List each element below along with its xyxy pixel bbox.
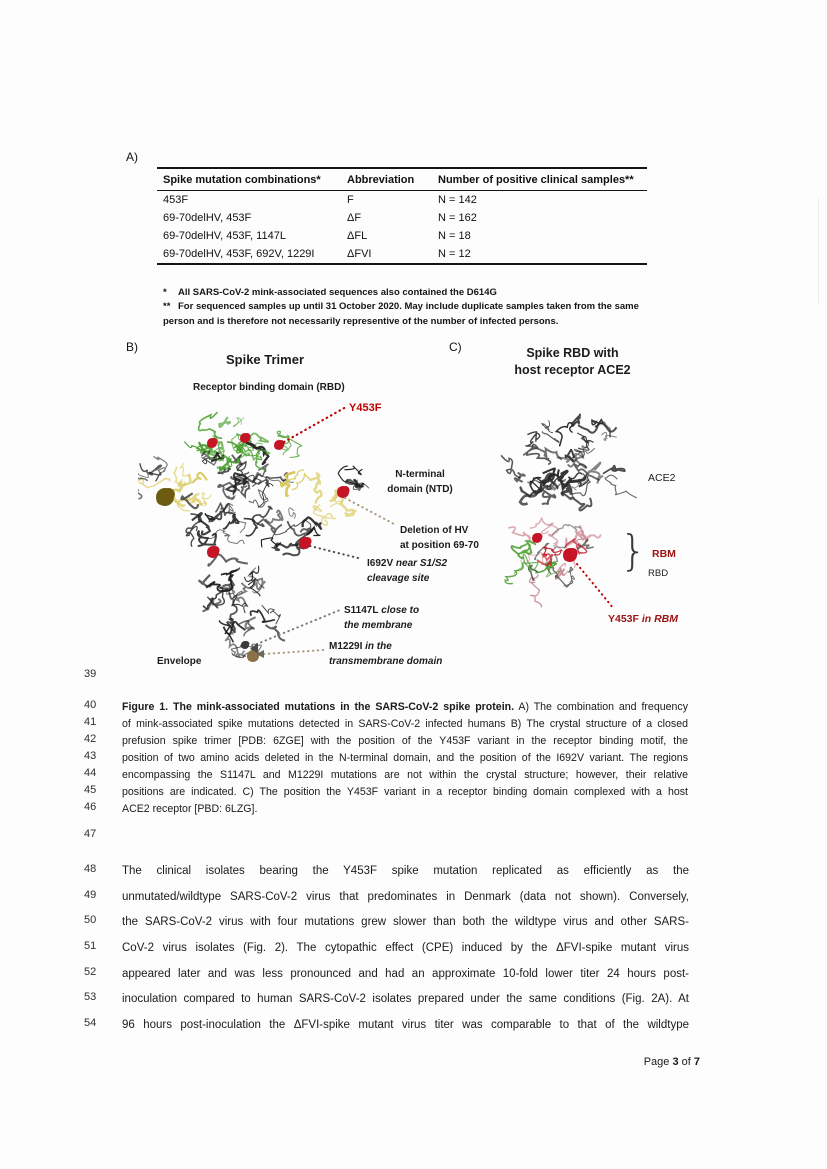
panel-b-label: B): [126, 340, 138, 354]
line-number: 46: [84, 801, 97, 813]
caption-line: ACE2 receptor [PBD: 6LZG].: [122, 803, 258, 815]
caption-line: positions are indicated. C) The position the Y453F variant in a receptor binding domain complexed with a host: [122, 786, 688, 798]
i692v-label: I692V near S1/S2 cleavage site: [367, 558, 448, 584]
line-number: 53: [84, 991, 97, 1003]
table-cell: F: [347, 194, 354, 206]
s1147l-label: S1147L close to the membrane: [344, 605, 420, 631]
table-cell: ΔFVI: [347, 248, 372, 260]
table-row: [157, 227, 647, 245]
caption-line: position of two amino acids deleted in the N-terminal domain, and the position of the I692V variant. The regions: [122, 752, 688, 764]
spike-rbd-title: Spike RBD with host receptor ACE2: [514, 346, 631, 377]
caption-line: prefusion spike trimer [PDB: 6ZGE] with the position of the Y453F variant in the receptor binding motif, the: [122, 735, 688, 747]
caption-line: Figure 1. The mink-associated mutations in the SARS-CoV-2 spike protein. A) The combination and frequency: [122, 701, 688, 713]
mutation-table: [157, 167, 647, 265]
table-cell: ΔFL: [347, 230, 368, 242]
rbm-label: RBM: [652, 548, 676, 560]
caption-line: of mink-associated spike mutations detected in SARS-CoV-2 infected humans B) The crystal structure of a closed: [122, 718, 688, 730]
body-text-line: appeared later and was less pronounced and had an approximate 10-fold lower titer 24 hours post-: [122, 968, 689, 980]
column-header: Spike mutation combinations*: [157, 168, 341, 191]
rbd-ace2-figure: [497, 398, 637, 616]
line-number: 50: [84, 914, 97, 926]
scan-artifact: [818, 198, 819, 303]
table-cell: 453F: [163, 194, 189, 206]
panel-c-label: C): [449, 340, 462, 354]
line-number: 43: [84, 750, 97, 762]
body-text-line: CoV-2 virus isolates (Fig. 2). The cytopathic effect (CPE) induced by the ΔFVI-spike mutant virus: [122, 942, 689, 954]
line-number: 49: [84, 889, 97, 901]
table-header-row: [157, 168, 647, 191]
body-text-line: 96 hours post-inoculation the ΔFVI-spike mutant virus titer was comparable to that of the wildtype: [122, 1019, 689, 1031]
table-row: [157, 245, 647, 264]
table-cell: N = 18: [438, 230, 471, 242]
column-header: Abbreviation: [341, 168, 432, 191]
line-number: 39: [84, 668, 97, 680]
line-number: 48: [84, 863, 97, 875]
body-text-line: the SARS-CoV-2 virus with four mutations grew slower than both the wildtype virus and other SARS-: [122, 916, 689, 928]
table-footnote-2: [163, 300, 668, 329]
line-number: 40: [84, 699, 97, 711]
deletion-hv-label: Deletion of HV at position 69-70: [400, 525, 479, 551]
table-cell: 69-70delHV, 453F, 692V, 1229I: [163, 248, 315, 260]
rbd-label: RBD: [648, 568, 669, 579]
table-cell: N = 12: [438, 248, 471, 260]
table-row: [157, 191, 647, 210]
table-cell: N = 162: [438, 212, 477, 224]
table-footnote-1: [163, 286, 663, 301]
y453f-in-rbm-label: Y453F in RBM: [608, 613, 679, 625]
body-text-line: inoculation compared to human SARS-CoV-2 isolates prepared under the same conditions (Fig. 2A). At: [122, 993, 689, 1005]
footnote-text: For sequenced samples up until 31 October 2020. May include duplicate samples taken from the same person and is therefore not necessarily representive of the number of infected persons.: [163, 301, 639, 327]
line-number: 42: [84, 733, 97, 745]
table-cell: 69-70delHV, 453F, 1147L: [163, 230, 286, 242]
line-number: 52: [84, 966, 97, 978]
caption-line: encompassing the S1147L and M1229I mutations are not within the crystal structure; however, their relative: [122, 769, 688, 781]
table-row: [157, 209, 647, 227]
line-number: 54: [84, 1017, 97, 1029]
ace2-label: ACE2: [648, 472, 676, 484]
line-number: 44: [84, 767, 97, 779]
rbm-brace: }: [620, 526, 647, 575]
table-cell: ΔF: [347, 212, 362, 224]
line-number: 41: [84, 716, 97, 728]
line-number: 51: [84, 940, 97, 952]
body-text-line: unmutated/wildtype SARS-CoV-2 virus that predominates in Denmark (data not shown). Conversely,: [122, 891, 689, 903]
table-cell: 69-70delHV, 453F: [163, 212, 252, 224]
panel-a-label: A): [126, 150, 138, 164]
body-text-line: The clinical isolates bearing the Y453F spike mutation replicated as efficiently as the: [122, 865, 689, 877]
column-header: Number of positive clinical samples**: [432, 168, 647, 191]
footnote-text: All SARS-CoV-2 mink-associated sequences also contained the D614G: [178, 287, 497, 298]
envelope-label: Envelope: [157, 656, 202, 667]
footnote-marker: *: [163, 287, 167, 298]
table-cell: N = 142: [438, 194, 477, 206]
m1229i-label: M1229I in the transmembrane domain: [329, 641, 443, 667]
spike-trimer-title: Spike Trimer: [225, 352, 305, 367]
rbd-domain-label: Receptor binding domain (RBD): [193, 382, 345, 393]
y453f-label: Y453F: [349, 402, 382, 414]
spike-trimer-figure: [138, 402, 400, 680]
ntd-label: N-terminal domain (NTD): [387, 469, 453, 495]
page-number-footer: Page 3 of 7: [643, 1056, 700, 1068]
footnote-marker: **: [163, 301, 171, 312]
line-number: 45: [84, 784, 97, 796]
line-number: 47: [84, 828, 97, 840]
